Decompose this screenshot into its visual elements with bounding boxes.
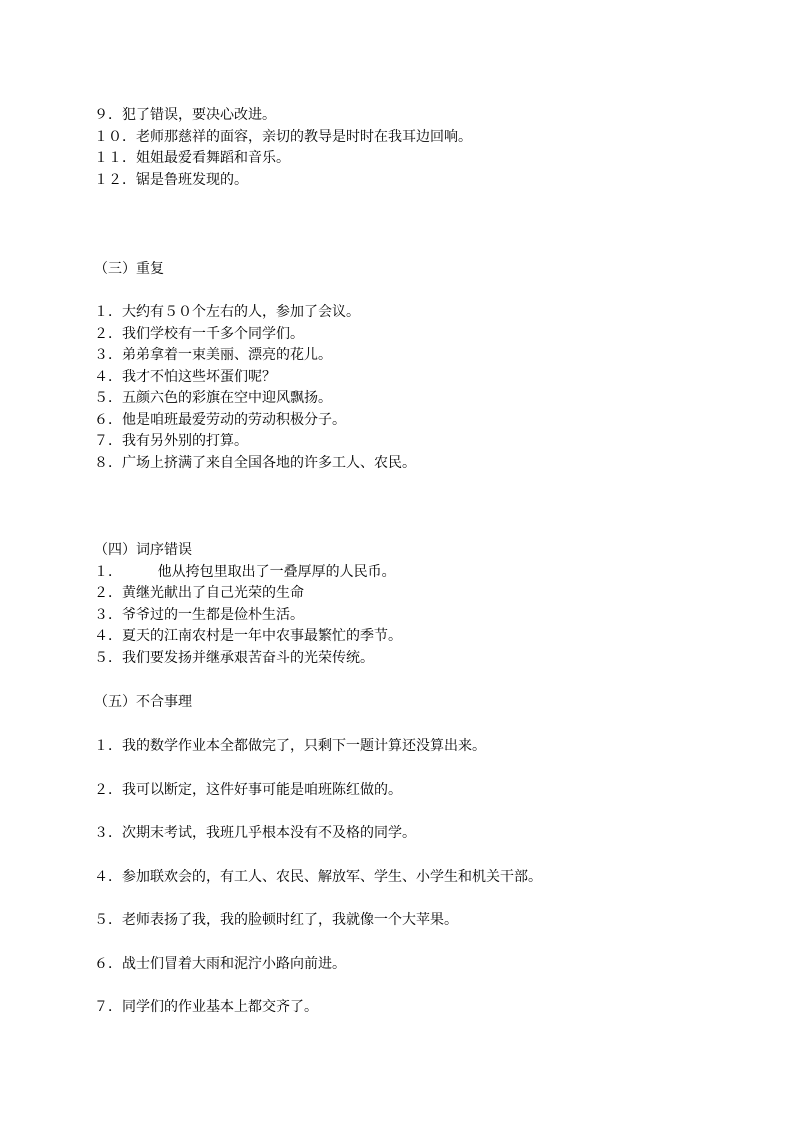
list-item: ２．我们学校有一千多个同学们。	[94, 325, 304, 342]
section-heading-word-order: （四）词序错误	[94, 542, 192, 558]
list-item: １２．锯是鲁班发现的。	[94, 171, 248, 188]
list-item: ４．夏天的江南农村是一年中农事最繁忙的季节。	[94, 628, 402, 644]
list-item: ６．战士们冒着大雨和泥泞小路向前进。	[94, 956, 346, 972]
list-item: １０．老师那慈祥的面容，亲切的教导是时时在我耳边回响。	[94, 128, 472, 145]
list-item: ３．弟弟拿着一束美丽、漂亮的花儿。	[94, 347, 332, 363]
list-item: ３．爷爷过的一生都是俭朴生活。	[94, 606, 304, 623]
list-item: ６．他是咱班最爱劳动的劳动积极分子。	[94, 411, 346, 428]
list-item: ７．同学们的作业基本上都交齐了。	[94, 999, 318, 1015]
section-heading-repetition: （三）重复	[94, 261, 164, 277]
list-item: ５．老师表扬了我，我的脸顿时红了，我就像一个大苹果。	[94, 912, 458, 928]
list-item: ５．我们要发扬并继承艰苦奋斗的光荣传统。	[94, 649, 374, 666]
list-item: ２．我可以断定，这件好事可能是咱班陈红做的。	[94, 782, 402, 798]
list-item: １１．姐姐最爱看舞蹈和音乐。	[94, 150, 290, 166]
list-item: ４．参加联欢会的，有工人、农民、解放军、学生、小学生和机关干部。	[94, 869, 542, 885]
section-heading-illogical: （五）不合事理	[94, 694, 192, 710]
list-item: ８．广场上挤满了来自全国各地的许多工人、农民。	[94, 454, 416, 471]
list-item: １．大约有５０个左右的人，参加了会议。	[94, 304, 360, 320]
list-item: １．我的数学作业本全都做完了，只剩下一题计算还没算出来。	[94, 738, 486, 754]
list-item: ２．黄继光献出了自己光荣的生命	[94, 585, 304, 601]
list-item: ７．我有另外别的打算。	[94, 433, 248, 449]
list-item: ５．五颜六色的彩旗在空中迎风飘扬。	[94, 390, 332, 406]
list-item: ９．犯了错误，要决心改进。	[94, 107, 276, 123]
list-item: ３．次期末考试，我班几乎根本没有不及格的同学。	[94, 825, 416, 841]
list-item: １． 他从挎包里取出了一叠厚厚的人民币。	[94, 563, 396, 580]
list-item: ４．我才不怕这些坏蛋们呢？	[94, 368, 276, 385]
